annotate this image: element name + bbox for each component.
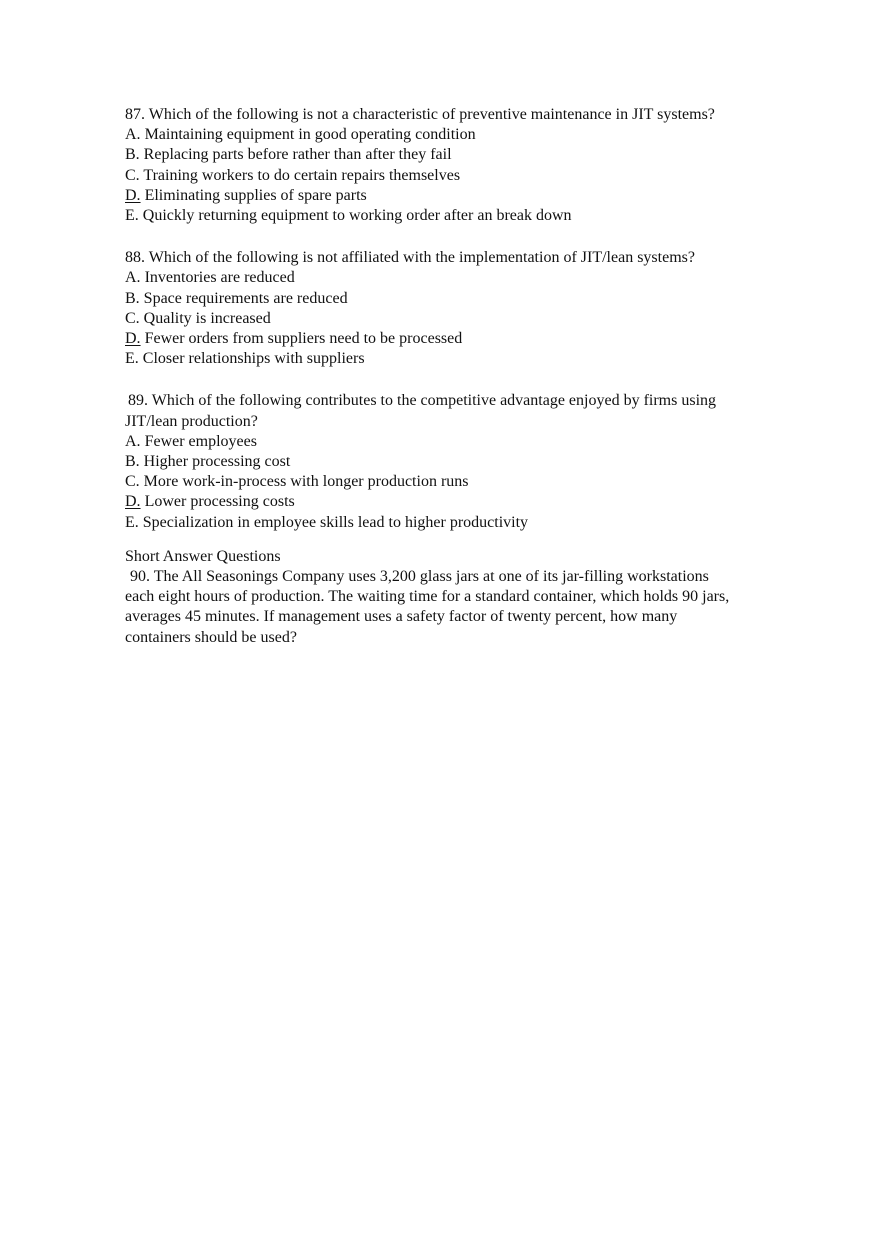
option-d <box>125 492 785 512</box>
option-text: Training workers to do certain repairs themselves <box>143 166 461 184</box>
option-b <box>125 452 785 472</box>
option-b <box>125 289 785 309</box>
option-c <box>125 472 785 492</box>
question-90-line: averages 45 minutes. If management uses a safety factor of twenty percent, how many <box>125 608 678 626</box>
question-87 <box>125 105 785 226</box>
option-letter: E. <box>125 207 139 225</box>
option-letter: B. <box>125 289 140 307</box>
option-text: Quickly returning equipment to working order after an break down <box>142 207 572 225</box>
question-90-line <box>125 567 785 587</box>
question-text: Which of the following is not a characteristic of preventive maintenance in JIT systems? <box>148 106 715 123</box>
option-d <box>125 186 785 206</box>
question-stem <box>125 248 785 268</box>
question-90-line: containers should be used? <box>125 628 297 646</box>
option-text: Inventories are reduced <box>144 269 295 287</box>
option-text: Higher processing cost <box>143 453 291 471</box>
option-letter: A. <box>125 269 141 287</box>
option-letter: C. <box>125 166 140 184</box>
question-number: 89. <box>128 392 148 410</box>
question-stem-continued: JIT/lean production? <box>125 412 258 430</box>
option-a <box>125 268 785 288</box>
option-a <box>125 432 785 452</box>
option-b <box>125 145 785 165</box>
question-number: 88. <box>125 249 145 267</box>
option-text: Replacing parts before rather than after they fail <box>143 146 452 164</box>
option-c <box>125 309 785 329</box>
option-letter: E. <box>125 350 139 368</box>
option-c <box>125 166 785 186</box>
short-answer-section <box>125 547 785 648</box>
option-text: Quality is increased <box>143 309 271 327</box>
option-letter: C. <box>125 473 140 491</box>
question-stem <box>125 105 785 125</box>
document-page <box>125 105 785 648</box>
option-letter: B. <box>125 146 140 164</box>
section-heading: Short Answer Questions <box>125 547 281 565</box>
option-text: Maintaining equipment in good operating condition <box>144 126 476 144</box>
option-e <box>125 513 785 533</box>
option-letter: E. <box>125 513 139 531</box>
option-a <box>125 125 785 145</box>
question-text: Which of the following contributes to the competitive advantage enjoyed by firms using <box>151 392 717 410</box>
option-d <box>125 329 785 349</box>
option-text: Specialization in employee skills lead to higher productivity <box>142 513 529 531</box>
option-letter-answer: D. <box>125 186 141 204</box>
question-90-line: each eight hours of production. The waiting time for a standard container, which holds 90 jars, <box>125 588 730 606</box>
option-text: Space requirements are reduced <box>143 289 348 307</box>
option-letter: A. <box>125 126 141 144</box>
option-letter: B. <box>125 453 140 471</box>
question-text: The All Seasonings Company uses 3,200 glass jars at one of its jar-filling workstations <box>153 568 709 586</box>
question-88 <box>125 248 785 369</box>
option-letter-answer: D. <box>125 493 141 511</box>
option-text: Closer relationships with suppliers <box>142 350 365 368</box>
option-text: More work-in-process with longer production runs <box>143 473 469 491</box>
option-letter-answer: D. <box>125 330 141 348</box>
question-89 <box>125 391 785 532</box>
option-text: Fewer employees <box>144 432 257 450</box>
option-text: Eliminating supplies of spare parts <box>144 186 367 204</box>
option-text: Fewer orders from suppliers need to be processed <box>144 330 463 348</box>
question-stem <box>125 391 785 411</box>
question-number: 90. <box>130 568 150 586</box>
option-e <box>125 349 785 369</box>
option-text: Lower processing costs <box>144 493 295 511</box>
question-text: Which of the following is not affiliated with the implementation of JIT/lean systems? <box>148 249 695 267</box>
question-number: 87. <box>125 106 145 123</box>
option-letter: A. <box>125 432 141 450</box>
option-e <box>125 206 785 226</box>
option-letter: C. <box>125 309 140 327</box>
